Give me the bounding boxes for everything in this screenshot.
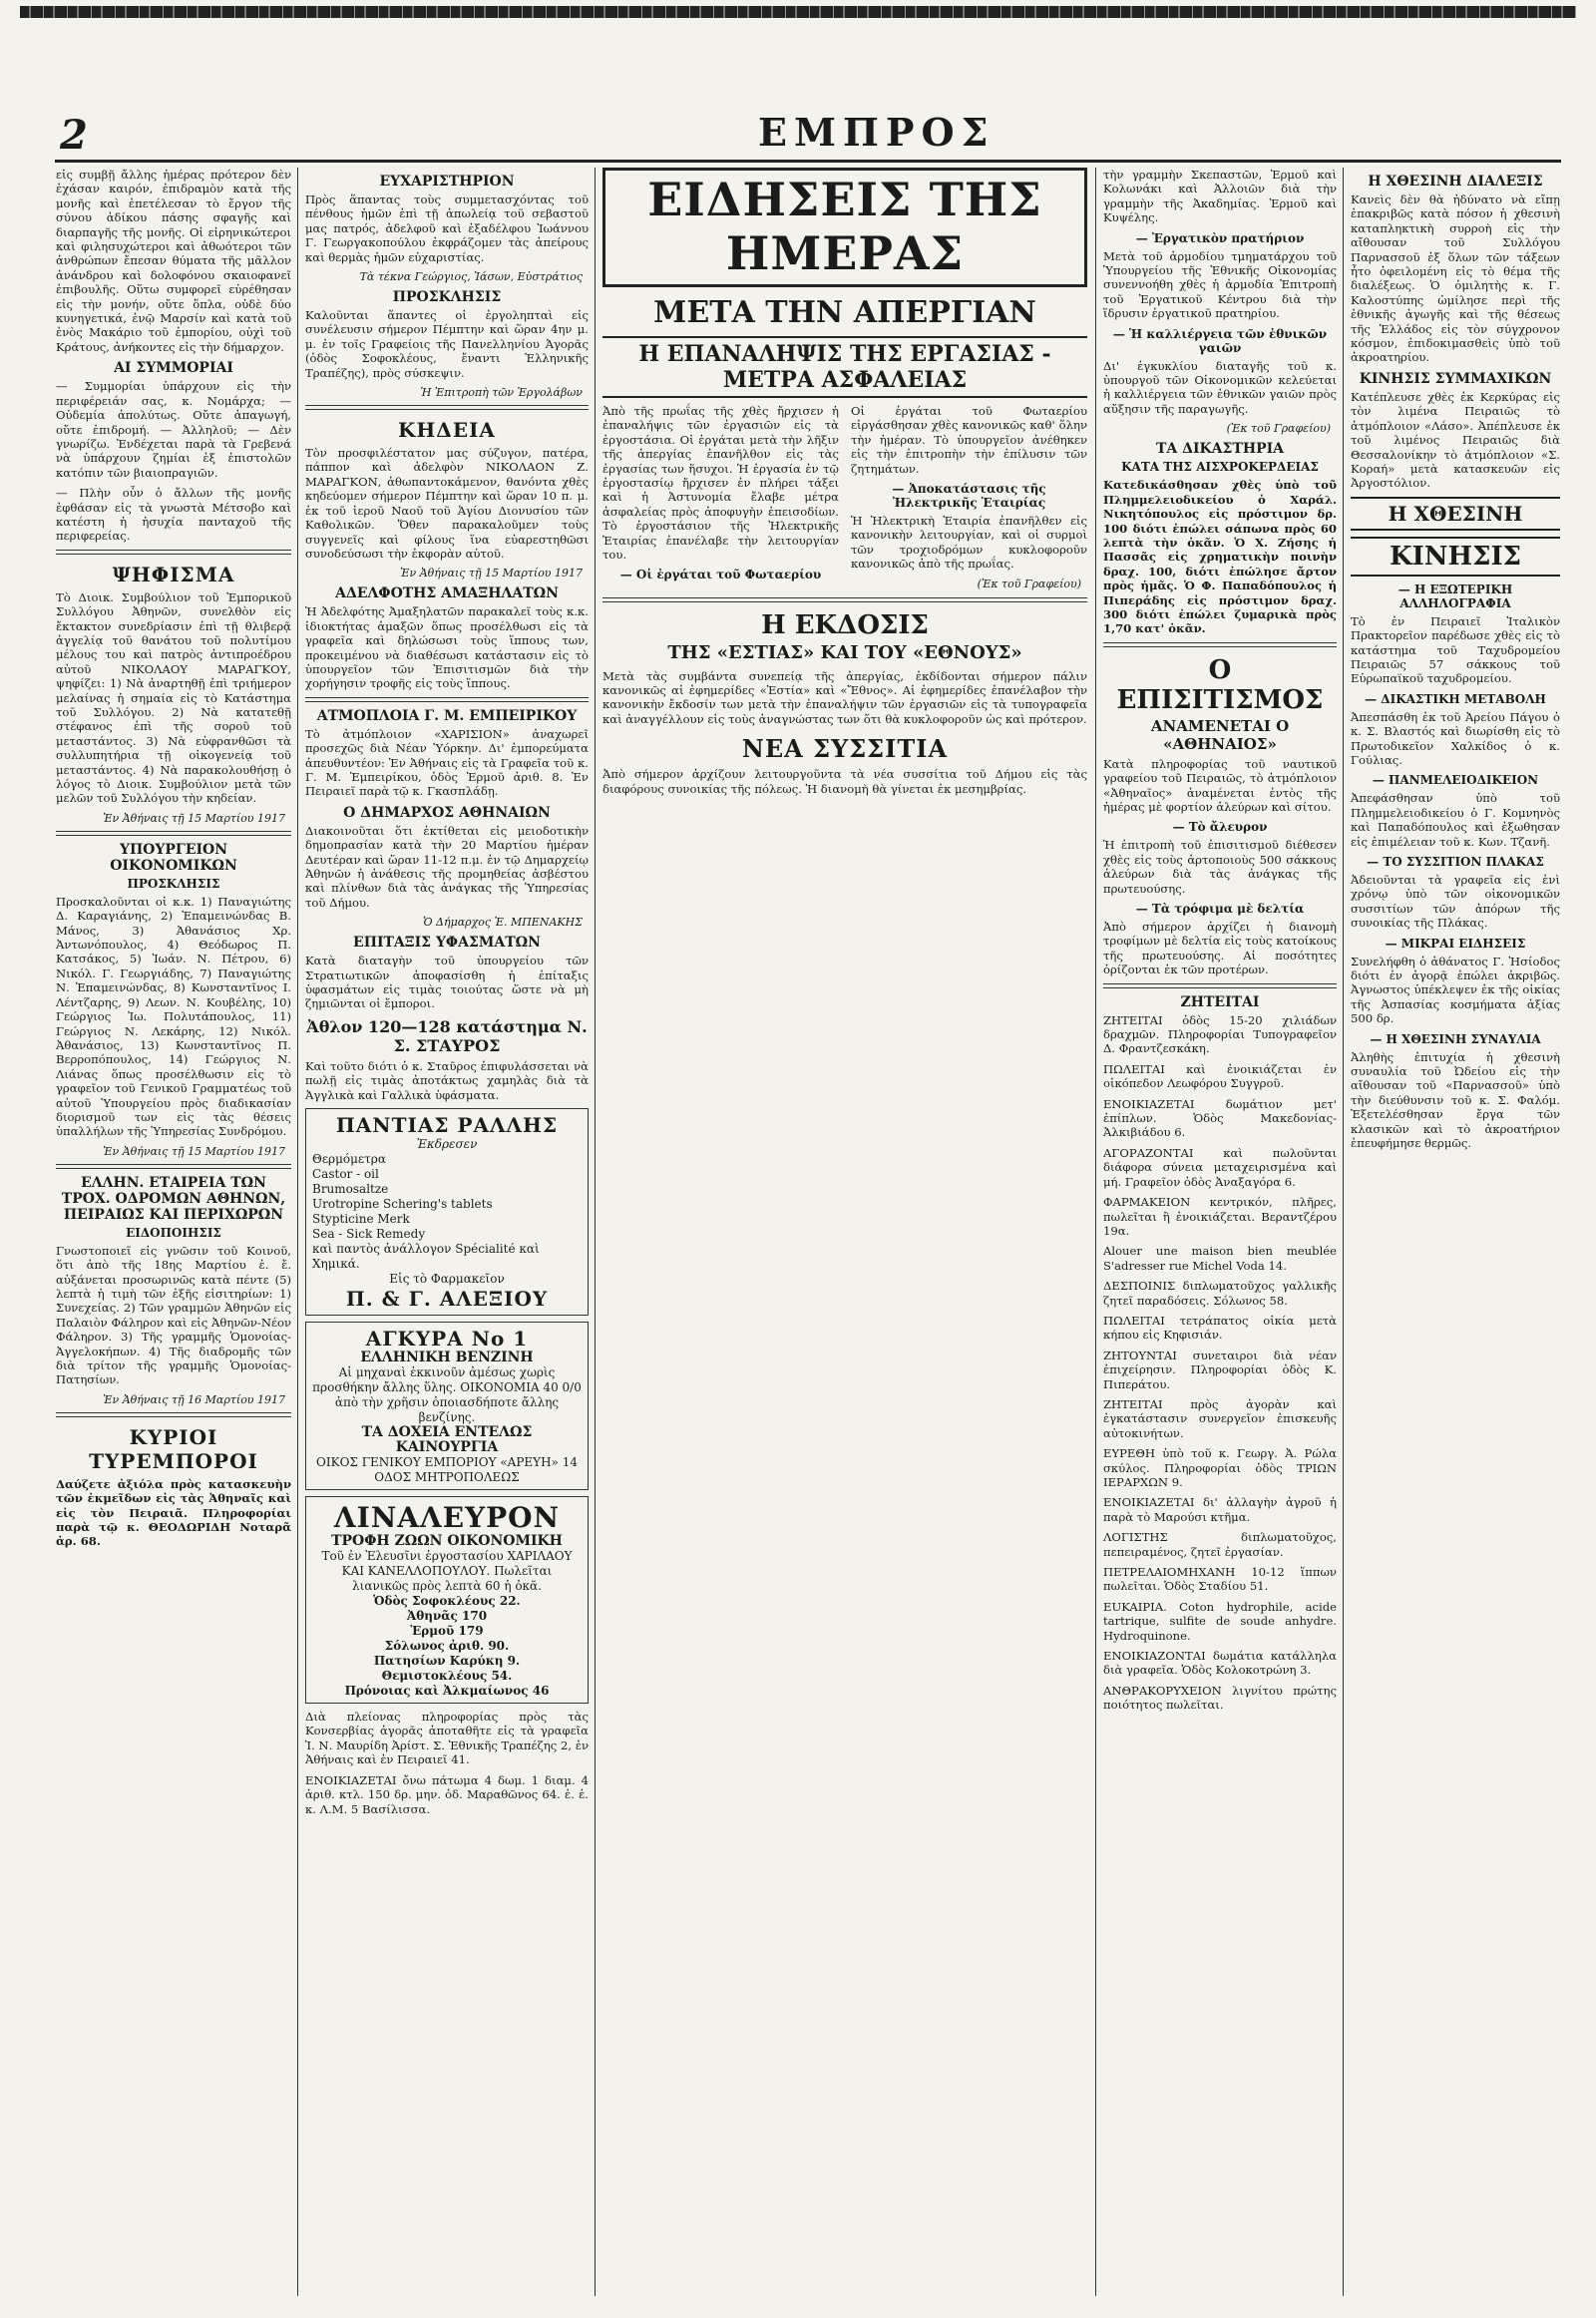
ad-shop-list xyxy=(312,1594,582,1699)
ad-subtitle: Ἐκδρεσεν xyxy=(416,1137,478,1152)
ad-headline: Ἀθλον 120—128 κατάστημα Ν. Σ. ΣΤΑΥΡΟΣ xyxy=(306,1016,588,1055)
classified-ad: ΕΝΟΙΚΙΑΖΟΝΤΑΙ δωμάτια κατάλληλα διὰ γραφεῖα. Ὁδὸς Κολοκοτρώνη 3. xyxy=(1103,1649,1337,1678)
subheading: ΚΑΤΑ ΤΗΣ ΑΙΣΧΡΟΚΕΡΔΕΙΑΣ xyxy=(1121,460,1319,475)
classified-ad: ΠΩΛΕΙΤΑΙ καὶ ἐνοικιάζεται ἐν οἰκόπεδον Λεωφόρου Συγγροῦ. xyxy=(1103,1061,1337,1091)
subheading: — Τὰ τρόφιμα μὲ δελτία xyxy=(1135,902,1305,916)
article-text: — Πλὴν οὖν ὁ ἄλλων τῆς μονῆς ἐφθάσαν εἰς τὰ γνωστὰ Μέτσοβο καὶ κατέστη ἡ ἡσυχία πανταχοῦ τῆς περιφερείας. xyxy=(56,486,291,544)
article-text: Καὶ τοῦτο διότι ὁ κ. Σταῦρος ἐπιφυλάσσεται νὰ πωλῇ εἰς τιμὰς ἀποτάκτως χαμηλὰς διὰ τὰ Ἀγγλικὰ καὶ Γαλλικὰ ὑφάσματα. xyxy=(305,1058,589,1102)
ad-shop-address: Πατησίων Καρύκη 9. xyxy=(373,1654,521,1669)
section-heading: ΑΔΕΛΦΟΤΗΣ ΑΜΑΞΗΛΑΤΩΝ xyxy=(335,585,559,602)
article-text: Τὸ ἀτμόπλοιον «ΧΑΡΙΣΙΟΝ» ἀναχωρεῖ προσεχῶς διὰ Νέαν Ὑόρκην. Δι' ἐμπορεύματα ἀπευθυντέον: Ἐν Ἀθήναις εἰς τὰ Γραφεῖα τοῦ κ. Γ. Μ. Ἐμπειρίκου, ὁδὸς Ἑρμοῦ ἀριθ. 8. Ἐν Πειραιεῖ παρὰ τῷ κ. Γκασπλάδῃ. xyxy=(305,726,589,799)
article-text: Τὸ Διοικ. Συμβούλιον τοῦ Ἐμπορικοῦ Συλλόγου Ἀθηνῶν, συνελθὸν εἰς ἔκτακτον συνεδρίασιν ἐπὶ τῇ θλιβερᾷ ἀγγελίᾳ τοῦ θανάτου τοῦ πολυτίμου μέλους του καὶ πατρὸς ἀντιπροέδρου αὐτοῦ ΝΙΚΟΛΑΟΥ ΜΑΡΑΓΚΟΥ, ψηφίζει: 1) Νὰ ἀναρτηθῇ ἐπὶ τριήμερον μελαίνας ἡ σημαία εἰς τὸ Κατάστημα τοῦ Συλλόγου. 2) Νὰ κατατεθῇ στέφανος ἐπὶ τῆς σοροῦ τοῦ μεταστάντος. 3) Νὰ εὐφρανθῶσι τὰ συλλυπητήρια τῇ οἰκογενείᾳ τοῦ μεταστάντος. 4) Νὰ παρακολουθήσῃ ὁ λόγος τὸ Διοικ. Συμβούλιον μετὰ τῶν μελῶν τοῦ Συλλόγου τὴν κηδείαν. xyxy=(56,589,291,806)
subheading: — Η ΧΘΕΣΙΝΗ ΣΥΝΑΥΛΙΑ xyxy=(1370,1031,1541,1046)
ad-title: ΛΙΝΑΛΕΥΡΟΝ xyxy=(333,1501,561,1535)
section-heading: ΑΤΜΟΠΛΟΙΑ Γ. Μ. ΕΜΠΕΙΡΙΚΟΥ xyxy=(316,707,578,724)
ad-text: Τοῦ ἐν Ἐλευσῖνι ἐργοστασίου ΧΑΡΙΛΑΟΥ ΚΑΙ ΚΑΝΕΛΛΟΠΟΥΛΟΥ. Πωλεῖται λιανικῶς πρὸς λεπτὰ 60 ἡ ὀκᾶ. xyxy=(321,1549,573,1594)
ad-shop-address: Ὁδὸς Σοφοκλέους 22. xyxy=(373,1594,521,1609)
advertisement-benzine xyxy=(305,1322,589,1490)
article-text: Κατεδικάσθησαν χθὲς ὑπὸ τοῦ Πλημμελειοδικείου ὁ Χαράλ. Νικητόπουλος εἰς πρόστιμον δρ. 100 διότι ἐπώλει σάπωνα πρὸς 60 λεπτὰ τὴν ὀκᾶν. Ὁ Χ. Ζήσης ἡ Πασσᾶς εἰς χρηματικὴν ποινὴν δραχ. 100, διότι ἐπώλησε ἄρτον πρὸς ἡμᾶς. Ὁ Φ. Παπαδόπουλος ἡ Πιπεράδης εἰς πρόστιμον δραχ. 300 διότι ἐπώλει ζυμαρικὰ πρὸς 1,70 κατ' ὀκᾶν. xyxy=(1103,478,1337,636)
section-heading: ΚΥΡΙΟΙ ΤΥΡΕΜΠΟΡΟΙ xyxy=(89,1424,258,1473)
signature: Ἐν Ἀθήναις τῇ 15 Μαρτίου 1917 xyxy=(400,567,583,580)
classified-ad: ΠΩΛΕΙΤΑΙ τετράπατος οἰκία μετὰ κήπου εἰς Κηφισιάν. xyxy=(1103,1313,1337,1343)
article-text: Ἀπεσπάσθη ἐκ τοῦ Ἀρείου Πάγου ὁ κ. Σ. Βλαστός καὶ διωρίσθη εἰς τὸ Πρωτοδικεῖον Χαλκίδος ὁ κ. Γούλιας. xyxy=(1351,709,1560,767)
ad-item: Castor - oil xyxy=(312,1167,379,1182)
section-heading: ΕΠΙΤΑΞΙΣ ΥΦΑΣΜΑΤΩΝ xyxy=(353,935,541,952)
ad-title: ΑΓΚΥΡΑ Νο 1 xyxy=(365,1327,529,1352)
section-heading: ΤΑ ΔΙΚΑΣΤΗΡΙΑ xyxy=(1155,441,1285,458)
article-text: Γνωστοποιεῖ εἰς γνῶσιν τοῦ Κοινοῦ, ὅτι ἀπὸ τῆς 18ης Μαρτίου ἐ. ἔ. αὐξάνεται προσωρινῶς κατὰ πέντε (5) λεπτὰ ἡ τιμὴ τῶν ἐξῆς εἰσιτηρίων: 1) Συνεχείας. 2) Τῶν γραμμῶν Ἀθηνῶν εἰς Παλαιὸν Φάληρον καὶ εἰς Ἀθηνῶν-Νέον Φάληρον. 3) Τῆς γραμμῆς Ὁμονοίας-Ἀγγελοκήπων. 4) Τῆς διαδρομῆς τῶν διὰ τρίτον τῆς γραμμῆς Ὁμονοίας-Πατησίων. xyxy=(56,1243,291,1387)
column-divider xyxy=(297,168,298,2296)
classified-ad: ΠΕΤΡΕΛΑΙΟΜΗΧΑΝΗ 10-12 ἵππων πωλεῖται. Ὁδὸς Σταδίου 51. xyxy=(1103,1565,1337,1594)
column-2 xyxy=(305,168,589,2296)
article-text: Ἡ ἐπιτροπὴ τοῦ ἐπισιτισμοῦ διέθεσεν χθὲς εἰς τοὺς ἀρτοποιοὺς 500 σάκκους ἀλεύρων διὰ τὰς ἀνάγκας τῆς πρωτευούσης. xyxy=(1103,838,1337,896)
masthead-title: ΕΜΠΡΟΣ xyxy=(758,110,996,155)
column-divider xyxy=(595,168,596,2296)
article-text: Συνελήφθη ὁ ἀθάνατος Γ. Ἠσίοδος διότι ἐν ἀγορᾷ ἐπώλει ἀκριβῶς. Ἀγνωστος ὑπέκλεψεν ἐκ τῆς οἰκίας τῆς Ἀσπασίας κοσμήματα ἀξίας 500 δρ. xyxy=(1351,954,1560,1026)
section-heading: Ο ΔΗΜΑΡΧΟΣ ΑΘΗΝΑΙΩΝ xyxy=(343,804,551,821)
ad-footer: ΤΑ ΔΟΧΕΙΑ ΕΝΤΕΛΩΣ ΚΑΙΝΟΥΡΓΙΑ xyxy=(361,1424,533,1456)
subheading: — Τὸ ἄλευρον xyxy=(1172,820,1268,835)
section-heading: Η ΧΘΕΣΙΝΗ xyxy=(1351,497,1560,531)
article-headline: ΝΕΑ ΣΥΣΣΙΤΙΑ xyxy=(741,734,949,764)
article-text: Ἀληθὴς ἐπιτυχία ἡ χθεσινὴ συναυλία τοῦ Ὠδείου εἰς τὴν αἴθουσαν τοῦ «Παρνασσοῦ» ὑπὸ τὴν διεύθυνσιν τοῦ κ. Σ. Φαλόμ. Ἐξετελέσθησαν ἔργα τῶν κλασικῶν καὶ τὸ ἀκροατήριον ἐπευφήμησε θερμῶς. xyxy=(1351,1049,1560,1151)
ad-subtitle: ΕΛΛΗΝΙΚΗ ΒΕΝΖΙΝΗ xyxy=(360,1350,534,1366)
article-text: Μετὰ τὰς συμβάντα συνεπείᾳ τῆς ἀπεργίας, ἐκδίδονται σήμερον πάλιν κανονικῶς αἱ ἐφημερίδες «Ἑστία» καὶ «Ἔθνος». Αἱ ἐφημερίδες ἐπανέλαβον τὴν κανονικὴν ἔκδοσίν των μετὰ τὴν ἐπαναλήψιν τῶν ἐργασιῶν εἰς τὰ τυπογραφεῖα καὶ ἀναγγέλλουν εἰς τοὺς ἀναγνώστας των ὅτι θὰ κυκλοφοροῦν ὡς καὶ πρότερον. xyxy=(602,668,1087,726)
banner-subtitle: Η ΕΠΑΝΑΛΗΨΙΣ ΤΗΣ ΕΡΓΑΣΙΑΣ - ΜΕΤΡΑ ΑΣΦΑΛΕΙΑΣ xyxy=(602,336,1087,398)
lead-article-text: εἰς συμβῇ ἄλλης ἡμέρας πρότερον δὲν ἐχάσαν καιρόν, ἐπιδραμὸν κατὰ τῆς μονῆς καὶ ἐπετέλεσαν τὸ ἔργον τῆς σύνου ἀδίκου πάσης σφαγῆς καὶ διαρπαγῆς τῆς μονῆς. Οἱ εἰρηνικώτεροι καὶ φιλησυχώτεροι καὶ ἀθωότεροι τῶν ἀνθρώπων ἔπεσαν θύματα τῆς μᾶλλον ἀνάνδρου καὶ δολοφόνου σκαιοφανεῖ ἐπιβουλῆς. Οὕτω συμφορεῖ εὐρέθησαν εἰς τὴν μονήν, οὔτε ὅπλα, οὐδὲ δύο κυνηγετικά, ἐνῷ Μαρσίν καὶ κατὰ τοῦ ἐνὸς Μακάριο τοῦ ἐμπορίου, οὐχὶ τοῦ Κράτους, ἀνήκοντες εἰς τὴν δήμαρχον. xyxy=(56,168,291,354)
ad-item-list xyxy=(312,1152,582,1272)
column-4 xyxy=(1103,168,1337,2296)
article-text: Μετὰ τοῦ ἀρμοδίου τμηματάρχου τοῦ Ὑπουργείου τῆς Ἐθνικῆς Οἰκονομίας συνεννοήθη χθὲς ἡ ἀρμοδία Ἐπιτροπὴ τοῦ Ἐργατικοῦ Κέντρου διὰ τὴν ἵδρυσιν ἐργατικοῦ πρατηρίου. xyxy=(1103,248,1337,321)
subheading: — Οἱ ἐργάται τοῦ Φωταερίου xyxy=(619,568,822,582)
divider xyxy=(56,831,291,836)
divider xyxy=(56,1412,291,1417)
divider xyxy=(1103,642,1337,647)
classified-ad: Alouer une maison bien meublée S'adresser rue Michel Voda 14. xyxy=(1103,1244,1337,1273)
signature: Ὁ Δήμαρχος Ἐ. ΜΠΕΝΑΚΗΣ xyxy=(423,916,583,930)
column-divider xyxy=(1095,168,1096,2296)
section-heading: ΚΙΝΗΣΙΣ xyxy=(1351,537,1560,577)
column-1 xyxy=(56,168,291,2296)
ad-item: Brumosaltze xyxy=(312,1182,389,1197)
classified-ad: ΖΗΤΕΙΤΑΙ πρὸς ἀγορὰν καὶ ἐγκατάστασιν συνεργεῖον ἐπισκευῆς αὐτοκινήτων. xyxy=(1103,1396,1337,1440)
section-heading: ΨΗΦΙΣΜΑ xyxy=(112,562,235,586)
ad-item: Θερμόμετρα xyxy=(312,1152,386,1167)
banner-article-columns xyxy=(602,404,1087,591)
subheading: ΕΙΔΟΠΟΙΗΣΙΣ xyxy=(126,1225,221,1240)
classified-ad: ΦΑΡΜΑΚΕΙΟΝ κεντρικόν, πλῆρες, πωλεῖται ἢ ἐνοικιάζεται. Βεραντζέρου 19α. xyxy=(1103,1195,1337,1238)
article-subheadline: ΑΝΑΜΕΝΕΤΑΙ Ο «ΑΘΗΝΑΙΟΣ» xyxy=(1150,716,1290,753)
article-text: — Συμμορίαι ὑπάρχουν εἰς τὴν περιφέρειάν σας, κ. Νομάρχα; — Οὐδεμία ἀπολύτως. Οὔτε ἀπαγωγή, οὔτε ἐπιδρομή. — Ἀλληλοῦ; — Δὲν γνωρίζω. Ἐνδέχεται παρὰ τὰ Γρεβενά νὰ ὑπάρχουν ζημίαι ἐξ ἐπιστολῶν κατόπιν τῶν βιαιοπραγιῶν. xyxy=(56,379,291,480)
article-headline: Η ΕΚΔΟΣΙΣ xyxy=(761,609,929,640)
section-heading: ΥΠΟΥΡΓΕΙΟΝ ΟΙΚΟΝΟΜΙΚΩΝ xyxy=(110,841,237,874)
subheading: — ΔΙΚΑΣΤΙΚΗ ΜΕΤΑΒΟΛΗ xyxy=(1365,691,1546,706)
section-heading: ΖΗΤΕΙΤΑΙ xyxy=(1180,993,1260,1010)
section-heading: ΚΙΝΗΣΙΣ ΣΥΜΜΑΧΙΚΩΝ xyxy=(1359,370,1552,387)
ad-shop-address: Πρόνοιας καὶ Ἀλκμαίωνος 46 xyxy=(344,1684,550,1699)
classified-ad: EUKAIPIA. Coton hydrophile, acide tartrique, sulfite de soude anhydre. Hydroquinone. xyxy=(1103,1599,1337,1643)
article-text: Κανεὶς δὲν θὰ ἠδύνατο νὰ εἴπῃ ἐπακριβῶς κατὰ πόσον ἡ χθεσινὴ καταπληκτικὴ συρροὴ εἰς τὴν αἴθουσαν τοῦ Συλλόγου Παρνασσοῦ ἐξ ὅλων τῶν τάξεων ἦτο ὀφειλομένη εἰς τὸ θέμα τῆς διαλέξεως. Ὁ ὁμιλητὴς κ. Γ. Καλοστύπης ὡμίλησε περὶ τῆς ἐθνικῆς ἀγωγῆς καὶ τῆς θέσεως τῆς Ἑλλάδος εἰς τὸν σύγχρονον κόσμον, ἐπιδοκιμασθεὶς ὑπὸ τοῦ ἀκροατηρίου. xyxy=(1351,193,1560,365)
divider xyxy=(305,697,589,702)
article-text: Ἀδειοῦνται τὰ γραφεῖα εἰς ἑνὶ χρόνῳ ὑπὸ τῶν οἰκονομικῶν συσσιτίων τῶν ἀπόρων τῆς συνοικίας τῆς Πλάκας. xyxy=(1351,873,1560,931)
article-headline: Ο ΕΠΙΣΙΤΙΣΜΟΣ xyxy=(1116,654,1324,715)
subheading: — Ἐργατικὸν πρατήριον xyxy=(1135,230,1305,245)
divider xyxy=(602,597,1087,602)
ad-note: Εἰς τὸ Φαρμακεῖον xyxy=(389,1272,505,1287)
ad-shop-address: Ἀθηνᾶς 170 xyxy=(406,1609,488,1624)
subheading: — ΤΟ ΣΥΣΣΙΤΙΟΝ ΠΛΑΚΑΣ xyxy=(1367,855,1544,869)
article-text: Καλοῦνται ἅπαντες οἱ ἐργοληπταὶ εἰς συνέλευσιν σήμερον Πέμπτην καὶ ὥραν 4ην μ. μ. ἐν τοῖς Γραφείοις τῆς Πανελληνίου Ἀγορᾶς (ὁδὸς Σοφοκλέους, ἔναντι Ἑλληνικῆς Τραπέζης), πρὸς σύσκεψιν. xyxy=(305,308,589,380)
divider xyxy=(56,1164,291,1169)
subheading: ΠΡΟΣΚΛΗΣΙΣ xyxy=(127,876,220,891)
article-text: Ἀπὸ σήμερον ἀρχίζει ἡ διανομὴ τροφίμων μὲ δελτία εἰς τοὺς κατοίκους τῆς πρωτευούσης. Αἱ ποσότητες ὁρίζονται ἐκ τῶν προτέρων. xyxy=(1103,920,1337,977)
classified-ad: ΕΥΡΕΘΗ ὑπὸ τοῦ κ. Γεωργ. Ἀ. Ρώλα σκύλος. Πληροφορίαι ὁδὸς ΤΡΙΩΝ ΙΕΡΑΡΧΩΝ 9. xyxy=(1103,1446,1337,1489)
signature: Ἐν Ἀθήναις τῇ 15 Μαρτίου 1917 xyxy=(103,1144,285,1158)
signature: Ἐν Ἀθήναις τῇ 16 Μαρτίου 1917 xyxy=(103,1392,285,1406)
section-heading: ΚΗΔΕΙΑ xyxy=(398,418,496,443)
section-heading: ΕΛΛΗΝ. ΕΤΑΙΡΕΙΑ ΤΩΝ ΤΡΟΧ. ΟΔΡΟΜΩΝ ΑΘΗΝΩΝ, ΠΕΙΡΑΙΩΣ ΚΑΙ ΠΕΡΙΧΩΡΩΝ xyxy=(61,1174,286,1223)
ad-title: ΠΑΝΤΙΑΣ ΡΑΛΛΗΣ xyxy=(335,1113,559,1138)
article-text: Κατέπλευσε χθὲς ἐκ Κερκύρας εἰς τὸν λιμένα Πειραιῶς τὸ ἀτμόπλοιον «Λάσο». Ἀπέπλευσε ἐκ τοῦ λιμένος Πειραιῶς διὰ Θεσσαλονίκην τὸ ἀτμόπλοιον «Σ. Κοραή» μετὰ κατασκευῶν εἰς Ἀργοστόλιον. xyxy=(1351,389,1560,491)
ad-text: Αἱ μηχαναὶ ἐκκινοῦν ἀμέσως χωρὶς προσθήκην ἄλλης ὕλης. ΟΙΚΟΝΟΜΙΑ 40 0/0 ἀπὸ τὴν χρῆσιν ὁποιασδήποτε ἄλλης βενζίνης. xyxy=(312,1365,582,1425)
classified-ad: ΕΝΟΙΚΙΑΖΕΤΑΙ δι' ἀλλαγὴν ἀγροῦ ἡ παρὰ τὸ Μαρούσι κτῆμα. xyxy=(1103,1495,1337,1524)
news-of-the-day-banner: ΕΙΔΗΣΕΙΣ ΤΗΣ ΗΜΕΡΑΣ xyxy=(602,168,1087,287)
divider xyxy=(305,405,589,410)
section-heading: Η ΧΘΕΣΙΝΗ ΔΙΑΛΕΞΙΣ xyxy=(1368,174,1543,190)
article-text: Δι' ἐγκυκλίου διαταγῆς τοῦ κ. ὑπουργοῦ τῶν Οἰκονομικῶν κελεύεται ἡ καλλιέργεια τῶν ἐθνικῶν γαιῶν πρὸς αὔξησιν τῆς παραγωγῆς. xyxy=(1103,358,1337,416)
ad-footer: ΟΙΚΟΣ ΓΕΝΙΚΟΥ ΕΜΠΟΡΙΟΥ «ΑΡΕΥΗ» 14 ΟΔΟΣ ΜΗΤΡΟΠΟΛΕΩΣ xyxy=(316,1455,578,1485)
divider xyxy=(1103,983,1337,988)
article-text: Ἀπὸ τῆς πρωΐας τῆς χθὲς ἤρχισεν ἡ ἐπαναλήψις τῶν ἐργασιῶν εἰς τὰ ἐργοστάσια. Οἱ ἐργάται μετὰ τὴν λῆξιν τῆς ἀπεργίας ἐπανῆλθον εἰς τὰς ἐργασίας των ἥσυχοι. Ἡ ἐργασία ἐν τῷ ἐργοστασίῳ ἤρχισεν ἐν πλήρει τάξει καὶ ἡ Ἀστυνομία ἔλαβε μέτρα ἀσφαλείας πρὸς ἀποφυγὴν ἐπεισοδίων. Τὸ ἐργοστάσιον τῆς Ἠλεκτρικῆς Ἑταιρίας ἐπανέλαβε τὴν λειτουργίαν του. xyxy=(602,404,839,563)
article-text: τὴν γραμμὴν Σκεπαστῶν, Ἐρμοῦ καὶ Κολωνάκι καὶ Ἀλλοιῶν διὰ τὴν γραμμὴν τῆς Ἀκαδημίας. Ἐρμοῦ καὶ Κυψέλης. xyxy=(1103,168,1337,225)
classified-ad: ΔΕΣΠΟΙΝΙΣ διπλωματοῦχος γαλλικῆς ζητεῖ παραδόσεις. Σόλωνος 58. xyxy=(1103,1279,1337,1308)
subheading: — Ἡ καλλιέργεια τῶν ἐθνικῶν γαιῶν xyxy=(1112,326,1328,355)
top-edge-strip xyxy=(20,6,1576,18)
column-3 xyxy=(602,168,1087,2296)
page-number: 2 xyxy=(60,112,88,159)
subheading: — ΜΙΚΡΑΙ ΕΙΔΗΣΕΙΣ xyxy=(1385,936,1526,951)
article-text: Ἀπεφάσθησαν ὑπὸ τοῦ Πλημμελειοδικείου ὁ Γ. Κομνηνὸς καὶ Παπαδόπουλος καὶ ἐξωθησαν εἰς ἐπιμέλειαν τοῦ κ. Κων. Τζανῆ. xyxy=(1351,791,1560,849)
article-text: Τὸ ἐν Πειραιεῖ Ἰταλικὸν Πρακτορεῖον παρέδωσε χθὲς εἰς τὸ κατάστημα τοῦ Ταχυδρομείου Πειραιῶς 57 σάκκους τοῦ Εὐρωπαϊκοῦ ταχυδρομείου. xyxy=(1351,613,1560,686)
article-text: Ἡ Ἀδελφότης Ἀμαξηλατῶν παρακαλεῖ τοὺς κ.κ. ἰδιοκτήτας ἁμαξῶν ὅπως προσέλθωσι εἰς τὰ γραφεῖα καὶ δηλώσωσι τοὺς ἵππους των, προκειμένου νὰ διαθέσωσι κατάστασιν εἰς τὸ ὑπουργεῖον τῶν Ἐπισιτισμῶν διὰ τὴν χορήγησιν τροφῆς εἰς τοὺς ἵππους. xyxy=(305,604,589,691)
signature: (Ἐκ τοῦ Γραφείου) xyxy=(1226,422,1331,436)
ad-shop-address: Σόλωνος ἀριθ. 90. xyxy=(384,1639,510,1654)
section-heading: ΠΡΟΣΚΛΗΣΙΣ xyxy=(392,289,502,306)
banner-subtitle: ΜΕΤΑ ΤΗΝ ΑΠΕΡΓΙΑΝ xyxy=(653,295,1036,330)
ad-subtitle: ΤΡΟΦΗ ΖΩΩΝ ΟΙΚΟΝΟΜΙΚΗ xyxy=(331,1533,563,1550)
section-heading: ΕΥΧΑΡΙΣΤΗΡΙΟΝ xyxy=(379,174,515,190)
article-text: Δαύζετε ἀξιόλα πρὸς κατασκευὴν τῶν ἐκμεῖδων εἰς τὰς Ἀθηναῖς καὶ εἰς τὸν Πειραιᾶ. Πληροφορίαι παρὰ τῷ κ. ΘΕΟΔΩΡΙΔΗ Νοταρᾶ ἀρ. 68. xyxy=(56,1476,291,1549)
section-heading: ΑΙ ΣΥΜΜΟΡΙΑΙ xyxy=(114,360,233,377)
advertisement-pharmacy xyxy=(305,1108,589,1316)
article-text: Οἱ ἐργάται τοῦ Φωταερίου εἰργάσθησαν χθὲς κανονικῶς καθ' ὅλην τὴν ἡμέραν. Τὸ ὑπουργεῖον ἀνέθηκεν εἰς τὴν ἐπιτροπὴν τὴν ἐπίλυσιν τῶν ζητημάτων. xyxy=(851,404,1087,476)
article-text: Κατὰ πληροφορίας τοῦ ναυτικοῦ γραφείου τοῦ Πειραιῶς, τὸ ἀτμόπλοιον «Ἀθηναῖος» ἀναμένεται ἐντὸς τῆς ἡμέρας μὲ φορτίον ἀλεύρων καὶ σίτου. xyxy=(1103,756,1337,814)
ad-footer: Π. & Γ. ΑΛΕΞΙΟΥ xyxy=(345,1287,549,1312)
classified-ad: ΖΗΤΟΥΝΤΑΙ συνεταιροι διὰ νέαν ἐπιχείρησιν. Πληροφορίαι ὁδὸς Κ. Πιπεράτου. xyxy=(1103,1348,1337,1391)
article-text: Ἡ Ἠλεκτρικὴ Ἑταιρία ἐπανῆλθεν εἰς κανονικὴν λειτουργίαν, καὶ οἱ συρμοὶ τῶν τροχιοδρόμων κυκλοφοροῦν κανονικῶς ἀπὸ τῆς πρωΐας. xyxy=(851,514,1087,572)
article-text: Κατὰ διαταγὴν τοῦ ὑπουργείου τῶν Στρατιωτικῶν ἀποφασίσθη ἡ ἐπίταξις ὑφασμάτων εἰς τιμὰς τοιούτας ὥστε νὰ μὴ ζημιῶνται οἱ ἔμποροι. xyxy=(305,954,589,1011)
column-divider xyxy=(1343,168,1344,2296)
classified-ad: ΛΟΓΙΣΤΗΣ διπλωματοῦχος, πεπειραμένος, ζητεῖ ἐργασίαν. xyxy=(1103,1530,1337,1559)
advertisement-linseed xyxy=(305,1496,589,1704)
divider xyxy=(56,550,291,555)
subheading: — Η ΕΞΩΤΕΡΙΚΗ ΑΛΛΗΛΟΓΡΑΦΙΑ xyxy=(1397,581,1513,610)
ad-item: Sea - Sick Remedy xyxy=(312,1227,426,1242)
signature: Ἡ Ἐπιτροπὴ τῶν Ἐργολάβων xyxy=(420,386,583,400)
ad-item: καὶ παντὸς ἀνάλλογον Spécialité καὶ Χημικά. xyxy=(312,1242,540,1272)
article-subheadline: ΤΗΣ «ΕΣΤΙΑΣ» ΚΑΙ ΤΟΥ «ΕΘΝΟΥΣ» xyxy=(667,641,1022,663)
signature: (Ἐκ τοῦ Γραφείου) xyxy=(977,577,1081,590)
classified-ad: ΕΝΟΙΚΙΑΖΕΤΑΙ δωμάτιον μετ' ἐπίπλων. Ὁδὸς Μακεδονίας-Ἀλκιβιάδου 6. xyxy=(1103,1096,1337,1140)
article-text: Διακοινοῦται ὅτι ἐκτίθεται εἰς μειοδοτικὴν δημοπρασίαν κατὰ τὴν 20 Μαρτίου ἡμέραν Δευτέραν καὶ ὥραν 11-12 π.μ. ἐν τῷ Δημαρχείῳ Ἀθηνῶν ἡ ἀνάθεσις τῆς προμηθείας ἀσβέστου καὶ πλίνθων διὰ τὰς ἀνάγκας τῆς Ὑπηρεσίας τοῦ Δήμου. xyxy=(305,823,589,910)
classified-ad: ΑΓΟΡΑΖΟΝΤΑΙ καὶ πωλοῦνται διάφορα σύνεια μεταχειρισμένα καὶ μή. Γραφεῖον ὁδὸς Ἀναξαγόρα 6. xyxy=(1103,1145,1337,1189)
subheading: — ΠΑΝΜΕΛΕΙΟΔΙΚΕΙΟΝ xyxy=(1372,773,1539,788)
article-text: Διὰ πλείονας πληροφορίας πρὸς τὰς Κονσερβίας ἀγορᾶς ἀποταθῆτε εἰς τὰ γραφεῖα Ἰ. Ν. Μαυρίδη Ἀρίστ. Σ. Ἐθνικῆς Τραπέζης 2, ἐν Ἀθήναις καὶ ἐν Πειραιεῖ 41. xyxy=(305,1710,589,1767)
subheading: — Ἀποκατάστασις τῆς Ἠλεκτρικῆς Ἑταιρίας xyxy=(892,482,1046,511)
classifieds-list xyxy=(1103,1013,1337,1713)
article-text: Προσκαλοῦνται οἱ κ.κ. 1) Παναγιώτης Δ. Καραγιάνης, 2) Ἐπαμεινώνδας Β. Μάνος, 3) Ἀθανάσιος Χρ. Ἀντωνόπουλος, 4) Θεόδωρος Π. Κατσάκος, 5) Ἰωάν. Ν. Πέτρου, 6) Νικόλ. Γ. Γεωργιάδης, 7) Παναγιώτης Ν. Ἐπαμεινώνδας, 8) Κωνσταντῖνος Ι. Λέντζαρης, 9) Λεων. Ν. Κουβέλης, 10) Γεώργιος Ἰω. Πολυτάπουλος, 11) Γεώργιος Ν. Λεκάρης, 12) Νικόλ. Ἀθανάσιος, 13) Κωνσταντῖνος Π. Βερροπόπουλος, 14) Γεώργιος Ν. Λιάνας ὅπως προσέλθωσιν εἰς τὸ γραφεῖον τοῦ Γενικοῦ Γραμματέως τοῦ αὐτοῦ Ὑπουργείου πρὸς διαδικασίαν διορισμοῦ των εἰς τὰς θέσεις ὑπαλλήλων τῆς Ὑπηρεσίας Συνδρόμου. xyxy=(56,894,291,1139)
article-text: Πρὸς ἅπαντας τοὺς συμμετασχόντας τοῦ πένθους ἡμῶν ἐπὶ τῇ ἀπωλείᾳ τοῦ σεβαστοῦ μας πατρός, ἀδελφοῦ καὶ ἐξαδέλφου Ἰωάννου Γ. Γεωργακοπούλου ἐκφράζομεν τὰς ἀπείρους καὶ θερμὰς ἡμῶν εὐχαριστίας. xyxy=(305,193,589,264)
article-text: Ἀπὸ σήμερον ἀρχίζουν λειτουργοῦντα τὰ νέα συσσίτια τοῦ Δήμου εἰς τὰς διαφόρους συνοικίας τῆς πόλεως. Ἡ διανομὴ θὰ γίνεται ἐκ μεσημβρίας. xyxy=(602,767,1087,796)
ad-item: Urotropine Schering's tablets xyxy=(312,1197,493,1212)
classified-ad: ΖΗΤΕΙΤΑΙ ὁδὸς 15-20 χιλιάδων δραχμῶν. Πληροφορίαι Τυπογραφεῖον Δ. Φραντζεσκάκη. xyxy=(1103,1012,1337,1056)
masthead-rule xyxy=(55,160,1561,163)
signature: Τὰ τέκνα Γεώργιος, Ἰάσων, Εὐστράτιος xyxy=(359,270,583,284)
signature: Ἐν Ἀθήναις τῇ 15 Μαρτίου 1917 xyxy=(103,811,285,825)
classified-ad: ΑΝΘΡΑΚΟΡΥΧΕΙΟΝ λιγνίτου πρώτης ποιότητος πωλεῖται. xyxy=(1103,1683,1337,1713)
ad-shop-address: Θεμιστοκλέους 54. xyxy=(381,1669,513,1684)
ad-shop-address: Ἑρμοῦ 179 xyxy=(410,1624,484,1639)
ad-item: Styptiсine Merk xyxy=(312,1212,410,1227)
classified-text: ΕΝΟΙΚΙΑΖΕΤΑΙ ὄνω πάτωμα 4 δωμ. 1 διαμ. 4 ἀριθ. κτλ. 150 δρ. μην. ὁδ. Μαραθῶνος 64. ἐ. ἐ. κ. Λ.Μ. 5 Βασίλισσα. xyxy=(305,1772,589,1816)
article-text: Τὸν προσφιλέστατον μας σύζυγον, πατέρα, πάππον καὶ ἀδελφὸν ΝΙΚΟΛΑΟΝ Ζ. ΜΑΡΑΓΚΟΝ, ἀθωπαντοκάμενον, θανόντα χθὲς κηδεύομεν σήμερον Πέμπτην καὶ ὥραν 10 π. μ. ἐκ τοῦ ἱεροῦ Ναοῦ τοῦ Ἁγίου Διονυσίου τῶν Καθολικῶν. Ὅθεν παρακαλοῦμεν τοὺς συγγενεῖς καὶ φίλους ἵνα εὐαρεστηθῶσι συνοδεύσωσι τὴν ἐκφορὰν αὐτοῦ. xyxy=(305,446,589,561)
column-5 xyxy=(1351,168,1560,2296)
